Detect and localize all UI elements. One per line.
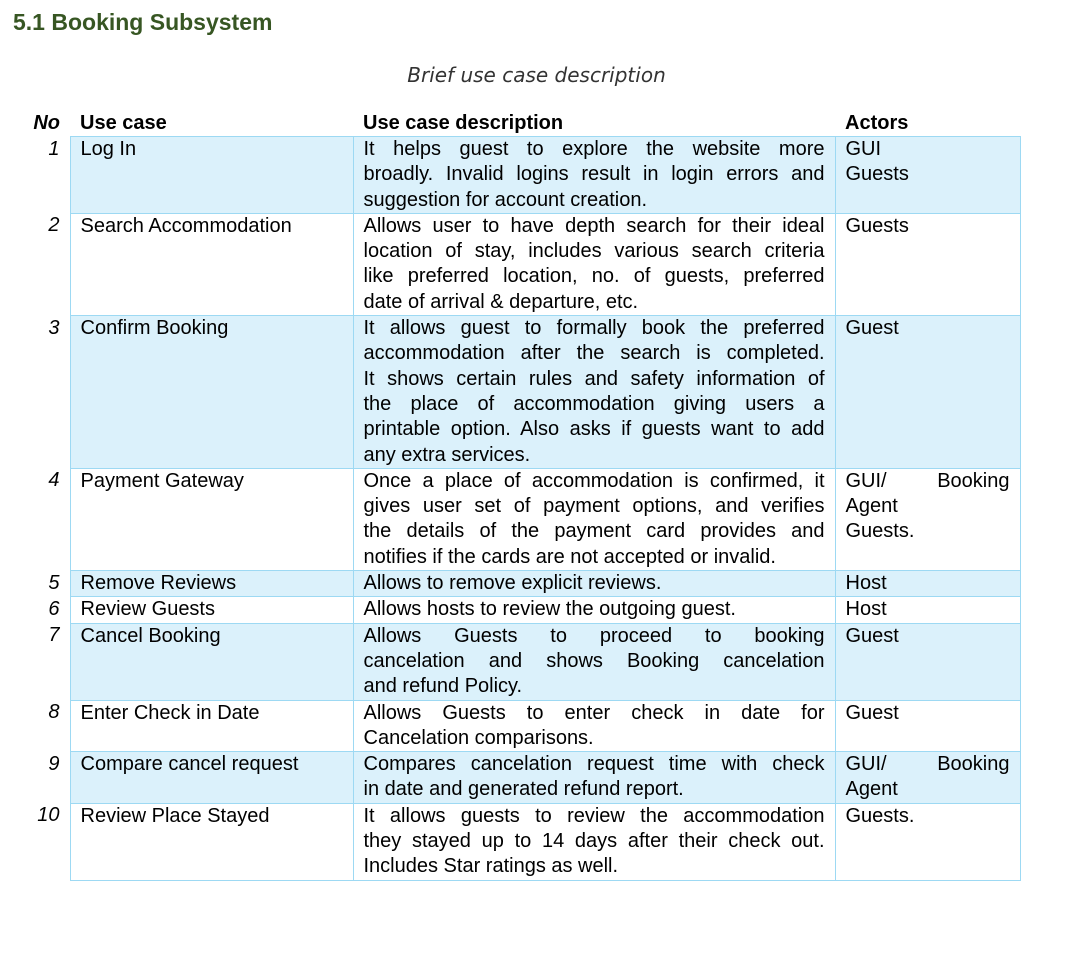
row-number: 10	[37, 804, 60, 827]
description-line: they stayed up to 14 days after their check out.	[363, 830, 825, 853]
use-case-description	[353, 623, 835, 700]
actors-cell	[835, 213, 1020, 315]
description-line: the details of the payment card provides and	[363, 520, 825, 543]
actor-word: GUI/	[845, 753, 887, 776]
actors-line: Guest	[845, 624, 899, 647]
table-caption: Brief use case description	[407, 63, 666, 87]
table-header-row	[14, 110, 1020, 137]
actors-line: Guests.	[845, 804, 915, 827]
actors-cell	[835, 468, 1020, 570]
actors-cell	[835, 700, 1020, 752]
use-case-name: Review Guests	[70, 597, 353, 623]
description-line: Allows hosts to review the outgoing guest.	[363, 598, 736, 621]
description-line: and refund Policy.	[363, 675, 523, 698]
actors-line: Guests.	[845, 520, 915, 543]
actor-word: Booking	[937, 753, 1010, 776]
actors-cell	[835, 137, 1020, 214]
actors-line: Guests	[845, 163, 909, 186]
description-line: in date and generated refund report.	[363, 778, 684, 801]
description-line: Allows user to have depth search for their ideal	[363, 214, 825, 237]
description-line: broadly. Invalid logins result in login errors and	[363, 163, 825, 186]
table-body	[14, 137, 1020, 881]
use-case-name: Search Accommodation	[70, 213, 353, 315]
description-line: location of stay, includes various search criteria	[363, 240, 825, 263]
actors-line: Guests	[845, 214, 909, 237]
header-description: Use case description	[363, 111, 564, 134]
row-number: 4	[48, 469, 60, 492]
description-line: like preferred location, no. of guests, preferred	[363, 265, 825, 288]
use-case-table	[14, 110, 1021, 881]
description-line: Cancelation comparisons.	[363, 726, 594, 749]
actors-line	[846, 752, 1010, 777]
actor-word: Booking	[937, 469, 1010, 492]
actors-cell	[835, 316, 1020, 469]
description-line: It allows guests to review the accommodation	[363, 804, 825, 827]
use-case-name: Payment Gateway	[70, 468, 353, 570]
description-line: Allows Guests to proceed to booking	[363, 624, 825, 647]
table-row	[14, 213, 1020, 315]
row-number: 1	[48, 137, 60, 160]
description-line: cancelation and shows Booking cancelation	[363, 649, 825, 672]
table-row	[14, 597, 1020, 623]
row-number: 7	[48, 624, 60, 647]
use-case-name: Log In	[70, 137, 353, 214]
table-row	[14, 468, 1020, 570]
actors-line: Host	[845, 598, 887, 621]
row-number: 9	[48, 752, 60, 775]
use-case-description	[353, 137, 835, 214]
actors-line: GUI	[845, 138, 882, 160]
table-row	[14, 803, 1020, 880]
description-line: It allows guest to formally book the preferred	[363, 317, 825, 340]
description-line: Once a place of accommodation is confirmed, it	[363, 469, 825, 492]
header-use-case: Use case	[80, 111, 167, 134]
use-case-description	[353, 752, 835, 804]
use-case-name: Review Place Stayed	[70, 803, 353, 880]
use-case-description	[353, 803, 835, 880]
use-case-description	[353, 468, 835, 570]
use-case-name: Confirm Booking	[70, 316, 353, 469]
row-number: 5	[48, 571, 60, 594]
description-line: Compares cancelation request time with check	[363, 753, 825, 776]
actor-word: GUI/	[845, 469, 887, 492]
row-number: 6	[48, 597, 60, 620]
table-row	[14, 700, 1020, 752]
description-line: the place of accommodation giving users a	[363, 392, 825, 415]
actors-line: Guest	[845, 317, 899, 340]
use-case-name: Compare cancel request	[70, 752, 353, 804]
use-case-description	[353, 700, 835, 752]
actors-line	[846, 469, 1010, 494]
actors-line: Host	[845, 572, 887, 595]
description-line: Allows to remove explicit reviews.	[363, 572, 662, 595]
use-case-description	[353, 213, 835, 315]
description-line: Includes Star ratings as well.	[363, 855, 619, 878]
actors-cell	[835, 597, 1020, 623]
table-row	[14, 571, 1020, 597]
row-number: 3	[48, 316, 60, 339]
section-title: 5.1 Booking Subsystem	[13, 9, 273, 35]
row-number: 8	[48, 701, 60, 724]
table-row	[14, 752, 1020, 804]
header-no: No	[33, 112, 60, 135]
use-case-name: Enter Check in Date	[70, 700, 353, 752]
header-actors: Actors	[845, 111, 909, 134]
description-line: accommodation after the search is completed.	[363, 342, 825, 365]
actors-line: Agent	[845, 778, 898, 801]
description-line: notifies if the cards are not accepted or invalid.	[363, 545, 776, 568]
use-case-description	[353, 316, 835, 469]
use-case-description	[353, 571, 835, 597]
use-case-name: Cancel Booking	[70, 623, 353, 700]
description-line: any extra services.	[363, 443, 531, 466]
table-row	[14, 316, 1020, 469]
description-line: It shows certain rules and safety information of	[363, 367, 825, 390]
description-line: gives user set of payment options, and verifies	[363, 495, 825, 518]
use-case-name: Remove Reviews	[70, 571, 353, 597]
row-number: 2	[48, 214, 60, 237]
description-line: Allows Guests to enter check in date for	[363, 701, 825, 724]
actors-cell	[835, 623, 1020, 700]
actors-line: Agent	[845, 495, 898, 518]
table-row	[14, 623, 1020, 700]
description-line: printable option. Also asks if guests want to add	[363, 418, 825, 441]
description-line: date of arrival & departure, etc.	[363, 290, 639, 313]
actors-line: Guest	[845, 701, 899, 724]
actors-cell	[835, 803, 1020, 880]
use-case-description	[353, 597, 835, 623]
table-row	[14, 137, 1020, 214]
actors-cell	[835, 752, 1020, 804]
description-line: It helps guest to explore the website more	[363, 138, 825, 160]
actors-cell	[835, 571, 1020, 597]
description-line: suggestion for account creation.	[363, 188, 648, 211]
